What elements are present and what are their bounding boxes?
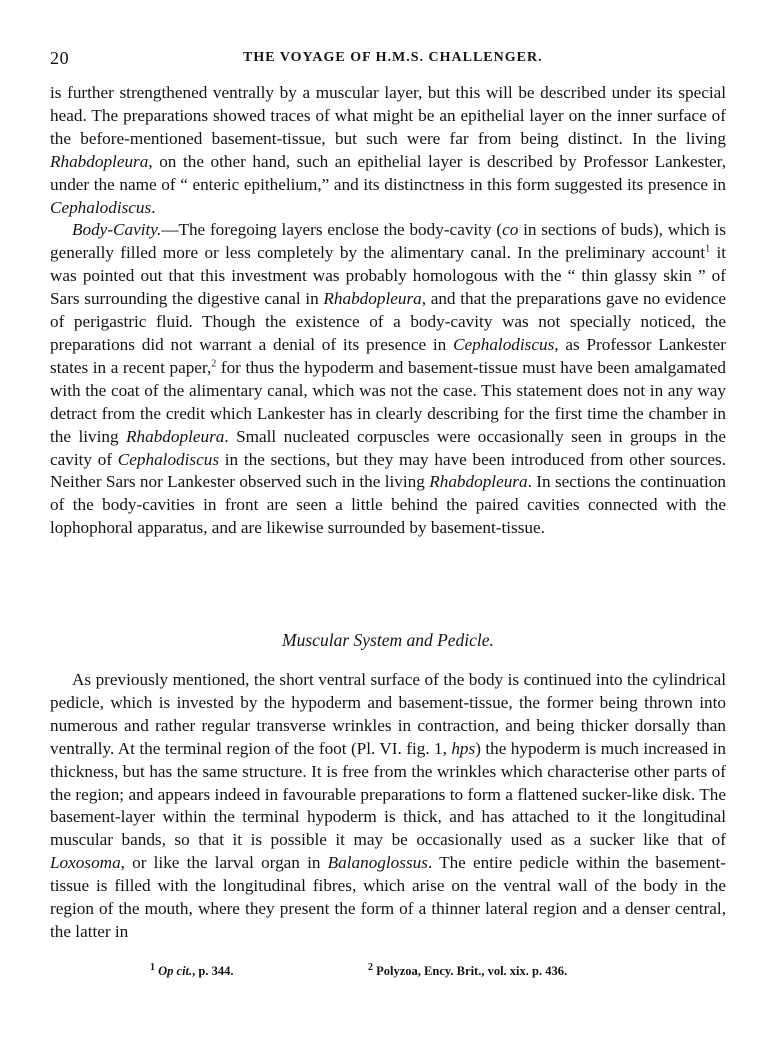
footnote-ref-1: 1 (705, 243, 711, 255)
footnote-ref-2: 2 (211, 358, 217, 370)
body-text-lower (50, 669, 726, 944)
page-number: 20 (50, 48, 70, 68)
section-heading: Muscular System and Pedicle. (282, 630, 494, 650)
footnotes (150, 961, 650, 984)
paragraph-body-cavity: Body-Cavity.—The foregoing layers enclose the body-cavity (co in sections of buds), which is generally filled more or less completely by the alimentary canal. In the preliminary account$^1$ it was pointed out that this investment was probably homologous with the “ thin glassy skin ” of Sars surrounding the digestive canal in Rhabdopleura, and that the preparations gave no evidence of perigastric fluid. Though the existence of a body-cavity was not specially noticed, the preparations did not warrant a denial of its presence in Cephalodiscus, as Professor Lankester states in a recent paper,$^2$ for thus the hypoderm and basement-tissue must have been amalgamated with the coat of the alimentary canal, which was not the case. This statement does not in any way detract from the credit which Lankester has in clearly describing for the first time the chamber in the living Rhabdopleura. Small nucleated corpuscles were occasionally seen in groups in the cavity of Cephalodiscus in the sections, but they may have been introduced from other sources. Neither Sars nor Lankester observed such in the living Rhabdopleura. In sections the continuation of the body-cavities in front are seen a little behind the paired cavities connected with the lophophoral apparatus, and are likewise surrounded by basement-tissue. (50, 220, 727, 538)
body-text-upper (50, 82, 726, 540)
page-header (50, 48, 726, 72)
footnote-2: $^2$ Polyzoa, Ency. Brit., vol. xix. p. 436. (368, 961, 568, 978)
running-title: THE VOYAGE OF H.M.S. CHALLENGER. (243, 50, 543, 65)
paragraph-1: is further strengthened ventrally by a muscular layer, but this will be described under its special head. The preparations showed traces of what might be an epithelial layer on the inner surface of the before-mentioned basement-tissue, but such were far from being distinct. In the living Rhabdopleura, on the other hand, such an epithelial layer is described by Professor Lankester, under the name of “ enteric epithelium,” and its distinctness in this form suggested its presence in Cephalodiscus. (50, 83, 726, 217)
footnote-1: $^1$ Op cit., p. 344. (150, 961, 234, 978)
paragraph-muscular-system: As previously mentioned, the short ventral surface of the body is continued into the cylindrical pedicle, which is invested by the hypoderm and basement-tissue, the former being thrown into numerous and rather regular transverse wrinkles in contraction, and being thicker dorsally than ventrally. At the terminal region of the foot (Pl. VI. fig. 1, hps) the hypoderm is much increased in thickness, but has the same structure. It is free from the wrinkles which characterise other parts of the region; and appears indeed in favourable preparations to form a flattened sucker-like disk. The basement-layer within the terminal hypoderm is thick, and has attached to it the longitudinal muscular bands, so that it is possible it may be occasionally used as a sucker like that of Loxosoma, or like the larval organ in Balanoglossus. The entire pedicle within the basement-tissue is filled with the longitudinal fibres, which arise on the ventral wall of the body in the region of the mouth, where they present the form of a thinner lateral region and a denser central, the latter in (50, 670, 727, 941)
body-cavity-heading: Body-Cavity. (72, 220, 162, 240)
